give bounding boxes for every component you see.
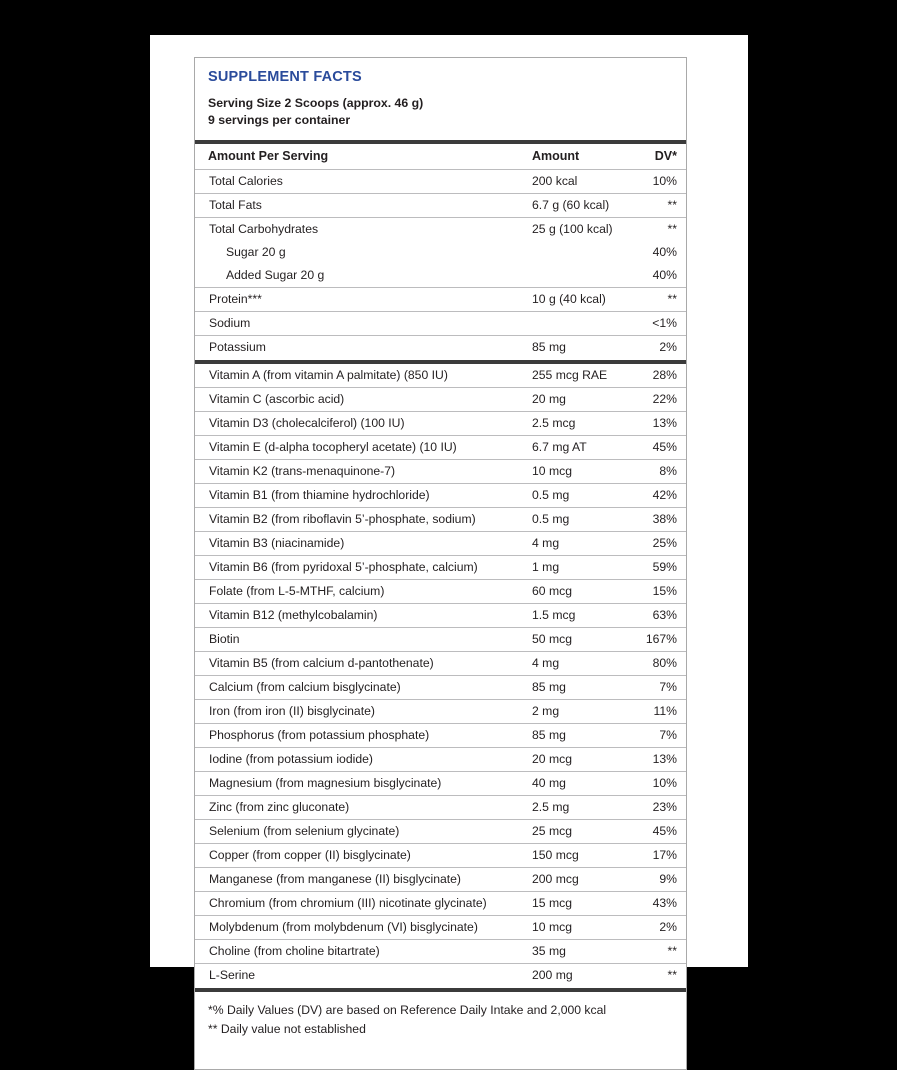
nutrient-daily-value: 63% xyxy=(631,603,686,627)
nutrient-name: Protein*** xyxy=(195,287,528,311)
serving-size-text: Serving Size 2 Scoops (approx. 46 g) xyxy=(208,95,424,110)
nutrient-name: Choline (from choline bitartrate) xyxy=(195,939,528,963)
servings-per-container-text: 9 servings per container xyxy=(208,113,351,128)
nutrient-name: Sugar 20 g xyxy=(226,244,286,259)
nutrient-daily-value: 43% xyxy=(631,891,686,915)
table-row xyxy=(195,241,686,264)
nutrient-amount: 0.5 mg xyxy=(528,483,631,507)
nutrient-daily-value: <1% xyxy=(631,311,686,335)
nutrient-amount: 15 mcg xyxy=(528,891,631,915)
nutrient-daily-value: ** xyxy=(631,939,686,963)
table-row xyxy=(195,795,686,819)
nutrient-name: Copper (from copper (II) bisglycinate) xyxy=(195,843,528,867)
nutrient-amount: 85 mg xyxy=(528,335,631,359)
nutrient-name: Vitamin E (d-alpha tocopheryl acetate) (10 IU) xyxy=(195,435,528,459)
nutrient-name: Chromium (from chromium (III) nicotinate glycinate) xyxy=(195,891,528,915)
nutrient-name: L-Serine xyxy=(195,963,528,987)
nutrient-daily-value: 22% xyxy=(631,387,686,411)
table-row xyxy=(195,963,686,987)
nutrient-amount xyxy=(528,311,631,335)
table-row xyxy=(195,867,686,891)
table-row xyxy=(195,193,686,217)
nutrient-daily-value: 45% xyxy=(631,819,686,843)
nutrient-amount: 85 mg xyxy=(528,723,631,747)
table-row xyxy=(195,843,686,867)
table-row xyxy=(195,747,686,771)
table-row xyxy=(195,287,686,311)
nutrient-amount: 60 mcg xyxy=(528,579,631,603)
nutrient-name: Total Carbohydrates xyxy=(195,217,528,241)
table-row xyxy=(195,891,686,915)
table-row xyxy=(195,411,686,435)
nutrient-daily-value: 9% xyxy=(631,867,686,891)
nutrient-amount: 4 mg xyxy=(528,531,631,555)
nutrient-daily-value: 25% xyxy=(631,531,686,555)
nutrient-name: Molybdenum (from molybdenum (VI) bisglycinate) xyxy=(195,915,528,939)
table-row xyxy=(195,459,686,483)
nutrient-amount: 200 mcg xyxy=(528,867,631,891)
nutrient-daily-value: 13% xyxy=(631,411,686,435)
nutrient-amount: 85 mg xyxy=(528,675,631,699)
nutrient-amount: 25 g (100 kcal) xyxy=(528,217,631,241)
nutrient-amount: 20 mg xyxy=(528,387,631,411)
nutrient-name: Iodine (from potassium iodide) xyxy=(195,747,528,771)
nutrient-amount: 40 mg xyxy=(528,771,631,795)
nutrient-amount: 200 mg xyxy=(528,963,631,987)
column-header-name: Amount Per Serving xyxy=(208,148,329,163)
nutrient-daily-value: 59% xyxy=(631,555,686,579)
nutrient-daily-value: ** xyxy=(631,217,686,241)
table-row xyxy=(195,579,686,603)
nutrient-daily-value: ** xyxy=(631,287,686,311)
nutrient-daily-value: 28% xyxy=(652,367,677,382)
nutrient-name: Selenium (from selenium glycinate) xyxy=(195,819,528,843)
table-row xyxy=(195,771,686,795)
nutrient-daily-value: 80% xyxy=(631,651,686,675)
table-row xyxy=(195,627,686,651)
table-row xyxy=(195,531,686,555)
table-row xyxy=(195,723,686,747)
nutrient-amount: 200 kcal xyxy=(528,169,631,193)
nutrient-amount: 10 mcg xyxy=(528,459,631,483)
nutrient-name: Total Fats xyxy=(195,193,528,217)
nutrient-amount: 10 mcg xyxy=(528,915,631,939)
nutrient-daily-value: 13% xyxy=(631,747,686,771)
nutrient-name: Iron (from iron (II) bisglycinate) xyxy=(195,699,528,723)
footnote-daily-values: *% Daily Values (DV) are based on Reference Daily Intake and 2,000 kcal xyxy=(208,1002,607,1017)
nutrient-name: Vitamin B5 (from calcium d-pantothenate) xyxy=(195,651,528,675)
nutrient-daily-value: 11% xyxy=(631,699,686,723)
nutrient-name: Vitamin K2 (trans-menaquinone-7) xyxy=(195,459,528,483)
nutrient-name: Vitamin B12 (methylcobalamin) xyxy=(195,603,528,627)
nutrient-amount: 0.5 mg xyxy=(528,507,631,531)
nutrient-name: Vitamin C (ascorbic acid) xyxy=(195,387,528,411)
supplement-facts-panel xyxy=(194,57,687,1070)
footnotes-block xyxy=(195,992,686,1069)
table-row xyxy=(195,264,686,288)
nutrient-daily-value: 167% xyxy=(631,627,686,651)
nutrient-name: Potassium xyxy=(195,335,528,359)
table-row xyxy=(195,675,686,699)
nutrient-amount xyxy=(528,241,631,264)
table-row xyxy=(195,651,686,675)
nutrient-name: Sodium xyxy=(195,311,528,335)
nutrient-name: Folate (from L-5-MTHF, calcium) xyxy=(195,579,528,603)
nutrient-amount: 1.5 mcg xyxy=(528,603,631,627)
nutrient-amount: 150 mcg xyxy=(528,843,631,867)
nutrient-amount: 2.5 mg xyxy=(528,795,631,819)
product-label-card xyxy=(150,35,748,1036)
table-row xyxy=(195,335,686,359)
nutrient-amount: 20 mcg xyxy=(528,747,631,771)
nutrient-amount: 6.7 g (60 kcal) xyxy=(528,193,631,217)
nutrient-amount: 2.5 mcg xyxy=(528,411,631,435)
nutrient-daily-value: 45% xyxy=(631,435,686,459)
nutrient-amount xyxy=(528,264,631,288)
table-row xyxy=(195,555,686,579)
nutrient-daily-value: 10% xyxy=(631,771,686,795)
nutrient-name: Manganese (from manganese (II) bisglycinate) xyxy=(195,867,528,891)
panel-header xyxy=(195,58,686,139)
table-row xyxy=(195,483,686,507)
nutrient-name: Vitamin B2 (from riboflavin 5’-phosphate, sodium) xyxy=(195,507,528,531)
nutrient-name: Vitamin B6 (from pyridoxal 5’-phosphate, calcium) xyxy=(195,555,528,579)
nutrient-name: Vitamin D3 (cholecalciferol) (100 IU) xyxy=(195,411,528,435)
table-row xyxy=(195,939,686,963)
nutrient-name: Total Calories xyxy=(195,169,528,193)
panel-title: SUPPLEMENT FACTS xyxy=(208,69,362,85)
nutrient-name: Magnesium (from magnesium bisglycinate) xyxy=(195,771,528,795)
table-row xyxy=(195,915,686,939)
table-row xyxy=(195,507,686,531)
nutrient-name: Vitamin B1 (from thiamine hydrochloride) xyxy=(195,483,528,507)
macronutrient-table xyxy=(195,144,686,359)
nutrient-amount: 255 mcg RAE xyxy=(532,367,608,382)
nutrient-daily-value: 2% xyxy=(631,335,686,359)
nutrient-name: Zinc (from zinc gluconate) xyxy=(195,795,528,819)
table-row xyxy=(195,169,686,193)
nutrient-daily-value: 42% xyxy=(631,483,686,507)
nutrient-amount: 1 mg xyxy=(528,555,631,579)
table-header-row xyxy=(195,144,686,170)
nutrient-name: Vitamin A (from vitamin A palmitate) (850 IU) xyxy=(209,367,448,382)
nutrient-daily-value: 7% xyxy=(631,723,686,747)
nutrient-daily-value: ** xyxy=(631,193,686,217)
nutrient-daily-value: 17% xyxy=(631,843,686,867)
nutrient-daily-value: 38% xyxy=(631,507,686,531)
nutrient-amount: 25 mcg xyxy=(528,819,631,843)
nutrient-amount: 2 mg xyxy=(528,699,631,723)
nutrient-name: Calcium (from calcium bisglycinate) xyxy=(195,675,528,699)
table-row xyxy=(195,217,686,241)
column-header-dv: DV* xyxy=(654,148,677,163)
nutrient-daily-value: 7% xyxy=(631,675,686,699)
micronutrient-table xyxy=(195,364,686,987)
table-row xyxy=(195,819,686,843)
nutrient-daily-value: 10% xyxy=(631,169,686,193)
nutrient-amount: 35 mg xyxy=(528,939,631,963)
nutrient-daily-value: 40% xyxy=(652,244,677,259)
nutrient-name: Biotin xyxy=(195,627,528,651)
nutrient-name: Phosphorus (from potassium phosphate) xyxy=(195,723,528,747)
footnote-not-established: ** Daily value not established xyxy=(208,1021,366,1036)
nutrient-amount: 4 mg xyxy=(528,651,631,675)
table-row xyxy=(195,699,686,723)
table-row xyxy=(195,311,686,335)
nutrient-name: Vitamin B3 (niacinamide) xyxy=(195,531,528,555)
nutrient-amount: 6.7 mg AT xyxy=(528,435,631,459)
nutrient-daily-value: 2% xyxy=(631,915,686,939)
nutrient-daily-value: 40% xyxy=(652,267,677,282)
column-header-amount: Amount xyxy=(532,148,580,163)
nutrient-amount: 10 g (40 kcal) xyxy=(528,287,631,311)
nutrient-daily-value: ** xyxy=(631,963,686,987)
nutrient-amount: 50 mcg xyxy=(528,627,631,651)
table-row xyxy=(195,435,686,459)
nutrient-daily-value: 23% xyxy=(631,795,686,819)
table-row xyxy=(195,364,686,388)
table-row xyxy=(195,387,686,411)
table-row xyxy=(195,603,686,627)
nutrient-daily-value: 15% xyxy=(631,579,686,603)
nutrient-name: Added Sugar 20 g xyxy=(226,267,325,282)
nutrient-daily-value: 8% xyxy=(631,459,686,483)
